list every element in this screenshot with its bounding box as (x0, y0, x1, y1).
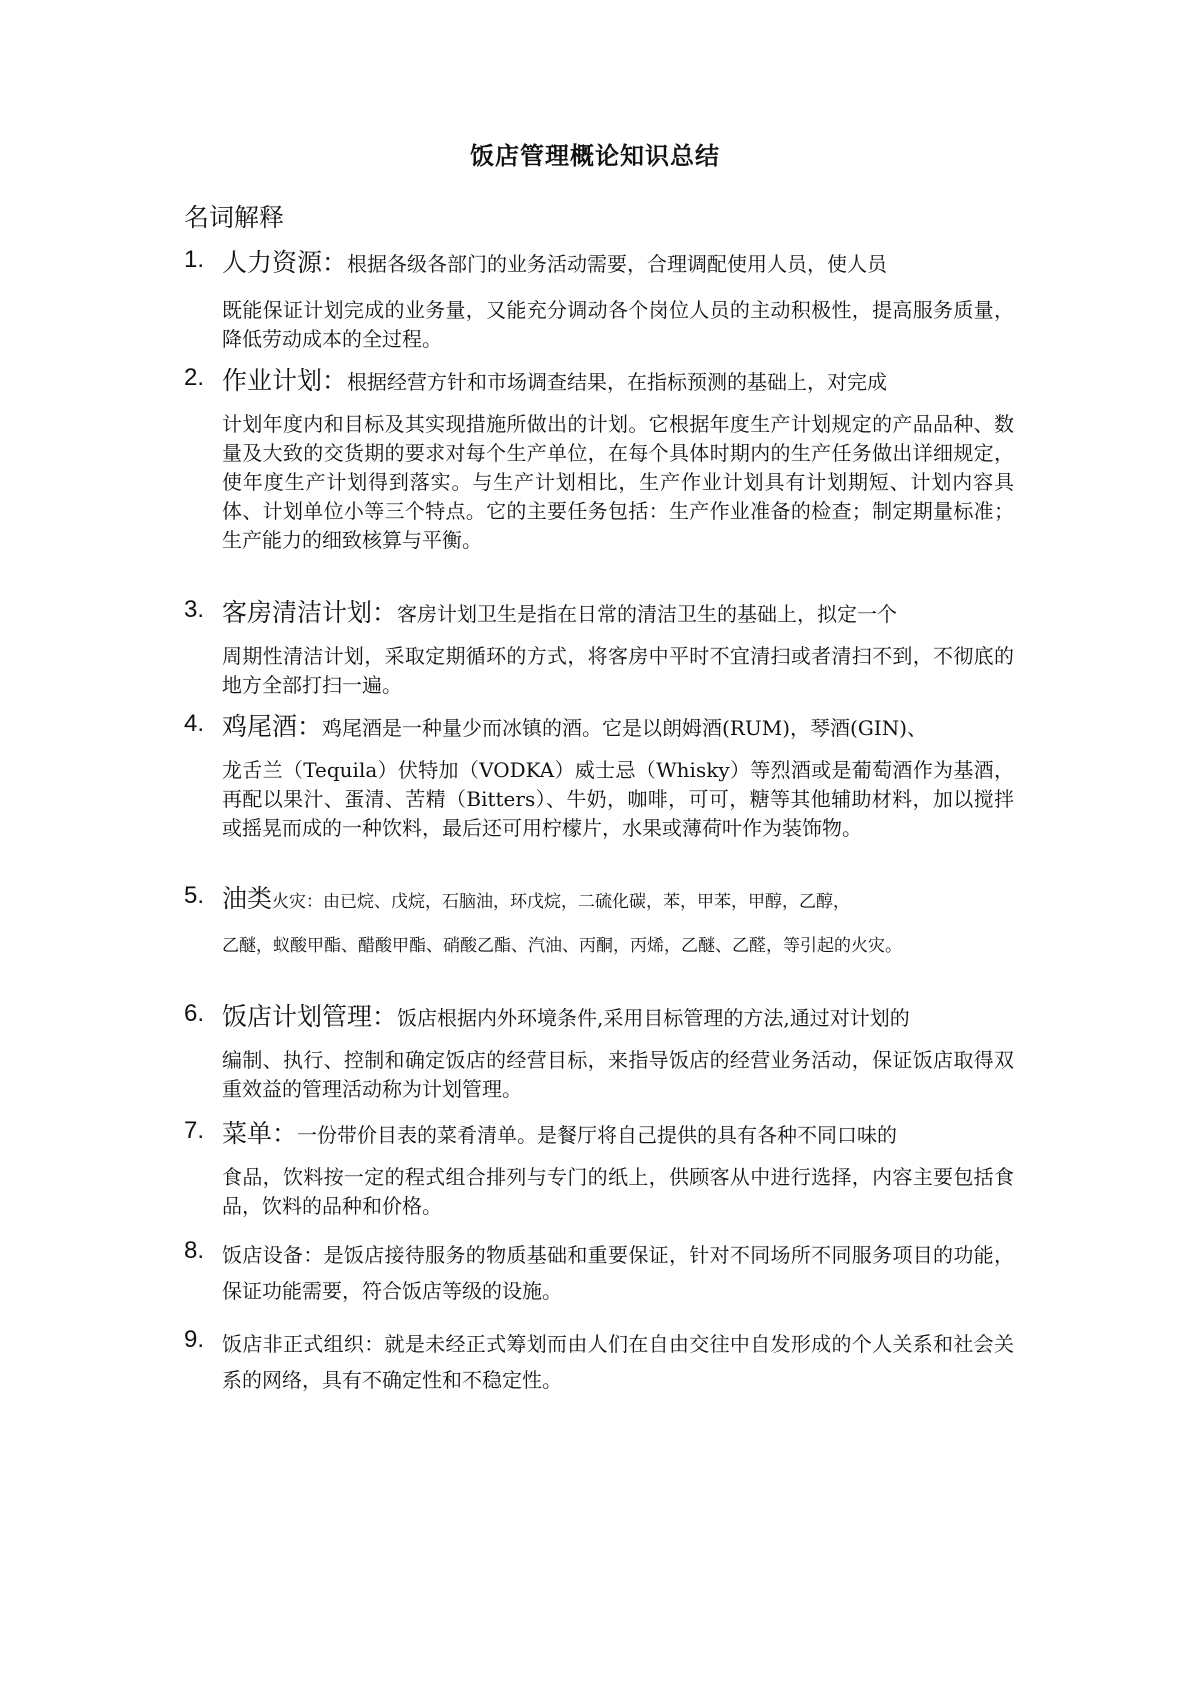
item-number: 9. (184, 1326, 205, 1353)
item-term: 客房清洁计划： (222, 598, 398, 627)
item-first-line (222, 882, 1022, 919)
item-definition-start: 饭店根据内外环境条件,采用目标管理的方法,通过对计划的 (397, 1006, 910, 1030)
item-number: 7. (184, 1117, 205, 1144)
item-definition-rest: 编制、执行、控制和确定饭店的经营目标，来指导饭店的经营业务活动，保证饭店取得双重效益的管理活动称为计划管理。 (222, 1048, 1014, 1101)
item-term: 饭店计划管理： (222, 1002, 398, 1031)
item-definition-start: 客房计划卫生是指在日常的清洁卫生的基础上，拟定一个 (397, 602, 898, 626)
item-first-line (222, 1117, 1022, 1152)
item-definition-start: 根据各级各部门的业务活动需要，合理调配使用人员，使人员 (347, 252, 888, 276)
item-number: 6. (184, 1000, 205, 1027)
item-number: 3. (184, 596, 205, 623)
item-definition-rest: 计划年度内和目标及其实现措施所做出的计划。它根据年度生产计划规定的产品品种、数量及大致的交货期的要求对每个生产单位，在每个具体时期内的生产任务做出详细规定，使年度生产计划得到落实。与生产计划相比，生产作业计划具有计划期短、计划内容具体、计划单位小等三个特点。它的主要任务包括：生产作业准备的检查；制定期量标准；生产能力的细致核算与平衡。 (222, 412, 1014, 552)
item-definition-start: 一份带价目表的菜肴清单。是餐厅将自己提供的具有各种不同口味的 (297, 1123, 898, 1147)
item-definition-start: 鸡尾酒是一种量少而冰镇的酒。它是以朗姆酒(RUM)，琴酒(GIN)、 (322, 716, 927, 740)
item-first-line (222, 364, 1022, 399)
item-definition: 饭店设备：是饭店接待服务的物质基础和重要保证，针对不同场所不同服务项目的功能，保证功能需要，符合饭店等级的设施。 (222, 1243, 1014, 1303)
item-number: 4. (184, 710, 205, 737)
item-definition-rest: 周期性清洁计划，采取定期循环的方式，将客房中平时不宜清扫或者清扫不到，不彻底的地方全部打扫一遍。 (222, 644, 1014, 697)
item-definition: 饭店非正式组织：就是未经正式筹划而由人们在自由交往中自发形成的个人关系和社会关系的网络，具有不确定性和不稳定性。 (222, 1332, 1014, 1392)
item-first-line (222, 246, 1022, 281)
item-first-line (222, 1000, 1022, 1035)
item-definition-rest: 食品，饮料按一定的程式组合排列与专门的纸上，供顾客从中进行选择，内容主要包括食品，饮料的品种和价格。 (222, 1165, 1014, 1218)
item-term: 菜单： (222, 1119, 298, 1148)
item-definition-rest: 乙醚，蚁酸甲酯、醋酸甲酯、硝酸乙酯、汽油、丙酮，丙烯，乙醚、乙醛，等引起的火灾。 (222, 936, 902, 956)
document-title: 饭店管理概论知识总结 (470, 141, 720, 170)
item-term: 鸡尾酒： (222, 712, 323, 741)
item-term: 作业计划： (222, 366, 348, 395)
item-number: 5. (184, 882, 205, 909)
item-first-line (222, 710, 1022, 745)
item-first-line (222, 596, 1022, 631)
item-term: 油类 (222, 884, 273, 913)
item-number: 2. (184, 364, 205, 391)
item-definition-start: 火灾：由已烷、戊烷，石脑油，环戊烷，二硫化碳，苯，甲苯，甲醇，乙醇， (272, 892, 851, 912)
item-definition-rest: 既能保证计划完成的业务量，又能充分调动各个岗位人员的主动积极性，提高服务质量，降低劳动成本的全过程。 (222, 298, 1014, 351)
item-number: 1. (184, 246, 205, 273)
section-heading: 名词解释 (184, 203, 285, 232)
item-term: 人力资源： (222, 248, 348, 277)
item-definition-rest: 龙舌兰（Tequila）伏特加（VODKA）威士忌（Whisky）等烈酒或是葡萄酒作为基酒，再配以果汁、蛋清、苦精（Bitters）、牛奶，咖啡，可可，糖等其他辅助材料，加以搅拌或摇晃而成的一种饮料，最后还可用柠檬片，水果或薄荷叶作为装饰物。 (222, 758, 1014, 840)
item-number: 8. (184, 1237, 205, 1264)
item-definition-start: 根据经营方针和市场调查结果，在指标预测的基础上，对完成 (347, 370, 888, 394)
